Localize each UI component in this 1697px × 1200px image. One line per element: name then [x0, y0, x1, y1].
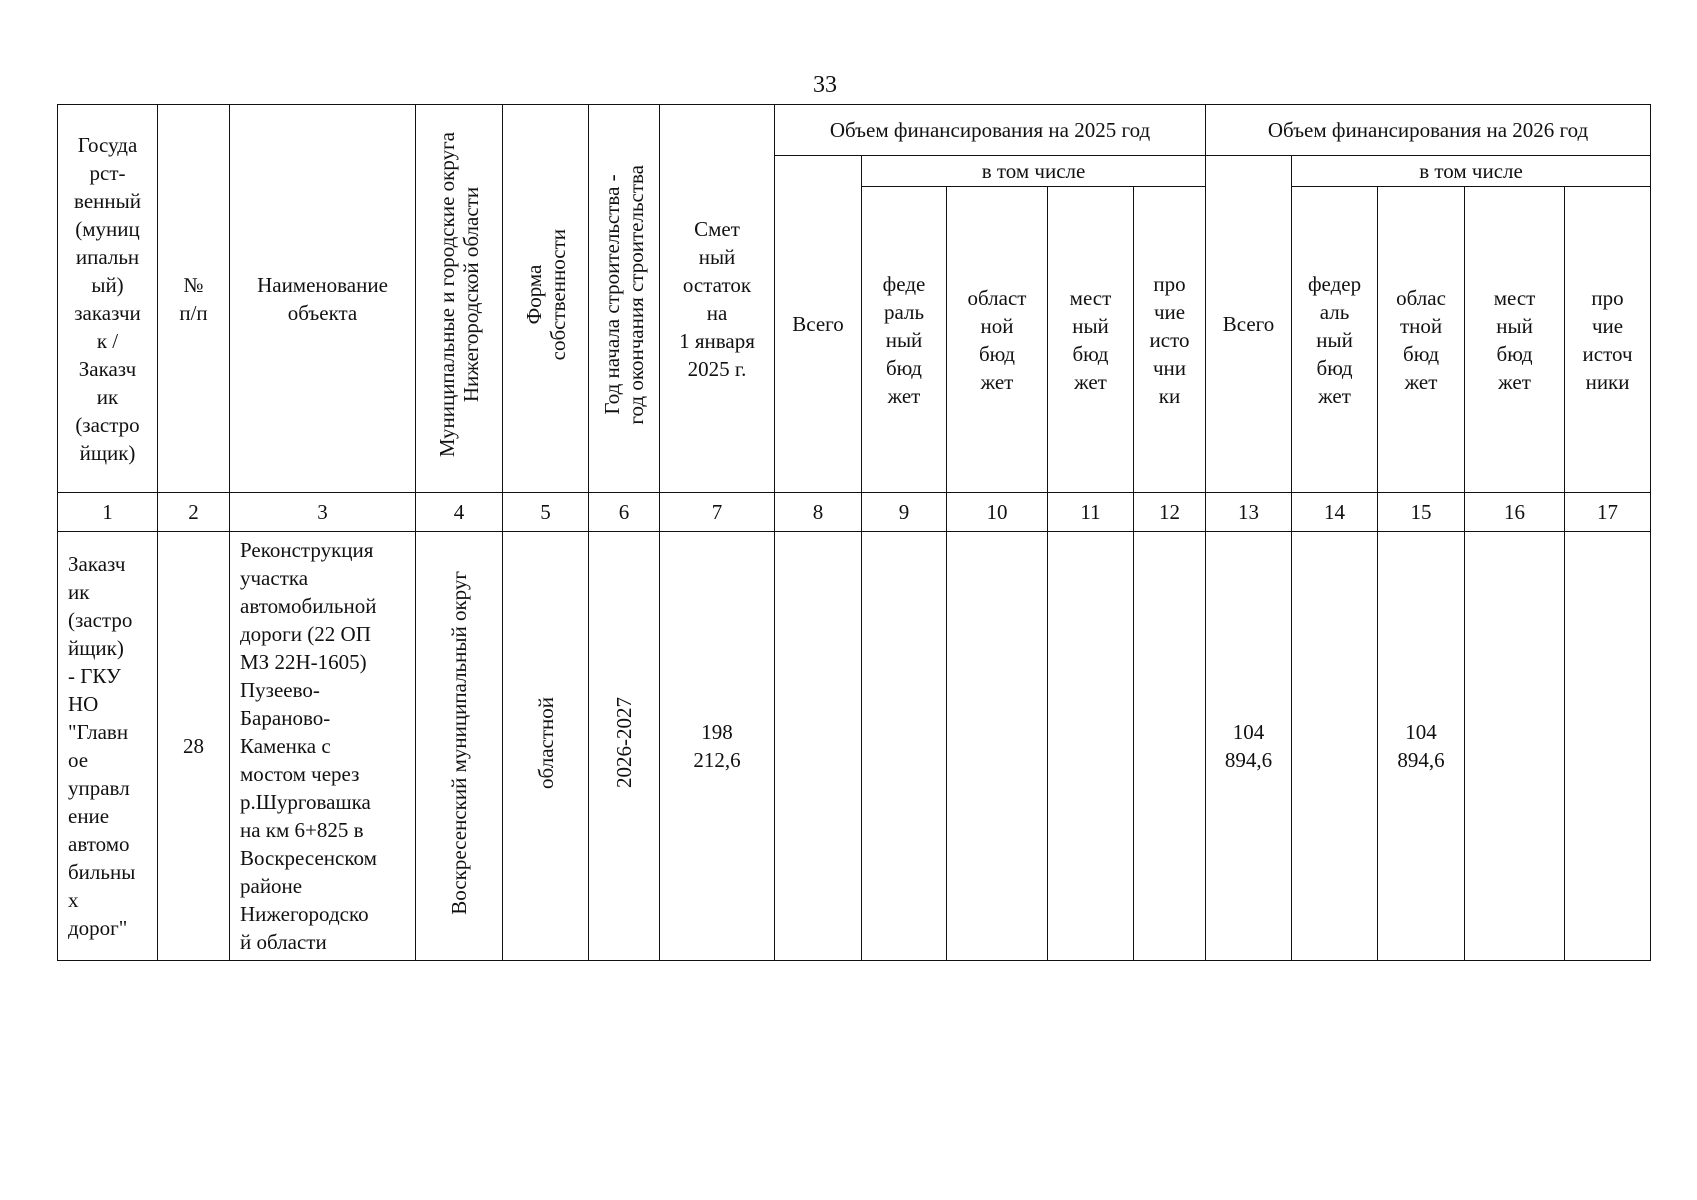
cell-other-2025	[1134, 532, 1206, 961]
header-total-2025: Всего	[775, 156, 862, 493]
column-number: 6	[589, 493, 660, 532]
header-districts-text: Муниципальные и городские округа Нижегородской области	[435, 132, 483, 458]
header-regional-2025: област ной бюд жет	[947, 187, 1048, 493]
column-number: 15	[1378, 493, 1465, 532]
column-number: 14	[1292, 493, 1378, 532]
cell-object-name: Реконструкция участка автомобильной дороги (22 ОП МЗ 22Н-1605) Пузеево- Бараново- Каменка с мостом через р.Шурговашка на км 6+825 в Воскресенском районе Нижегородско й области	[230, 532, 416, 961]
header-construction-years-text: Год начала строительства - год окончания строительства	[600, 165, 648, 425]
cell-ownership	[503, 532, 589, 961]
cell-years	[589, 532, 660, 961]
column-number: 5	[503, 493, 589, 532]
table-row	[58, 532, 1651, 961]
column-number: 10	[947, 493, 1048, 532]
cell-local-2026	[1465, 532, 1565, 961]
header-other-2026: про чие источ ники	[1565, 187, 1651, 493]
column-number: 12	[1134, 493, 1206, 532]
cell-regional-2025	[947, 532, 1048, 961]
header-regional-2026: облас тной бюд жет	[1378, 187, 1465, 493]
header-object-name: Наименование объекта	[230, 105, 416, 493]
cell-regional-2026: 104 894,6	[1378, 532, 1465, 961]
page-number: 33	[813, 72, 837, 98]
header-ownership	[503, 105, 589, 493]
header-customer: Госуда рст- венный (муниц ипальн ый) заказчи к / Заказч ик (застро йщик)	[58, 105, 158, 493]
header-local-2026: мест ный бюд жет	[1465, 187, 1565, 493]
cell-district-text: Воскресенский муниципальный округ	[447, 570, 471, 915]
header-remaining-estimate: Смет ный остаток на 1 января 2025 г.	[660, 105, 775, 493]
cell-number: 28	[158, 532, 230, 961]
header-federal-2025: феде раль ный бюд жет	[862, 187, 947, 493]
cell-years-text: 2026-2027	[612, 697, 636, 788]
header-ownership-text: Форма собственности	[521, 229, 570, 361]
column-number: 7	[660, 493, 775, 532]
header-total-2026: Всего	[1206, 156, 1292, 493]
header-other-2025: про чие исто чни ки	[1134, 187, 1206, 493]
column-number: 2	[158, 493, 230, 532]
column-number: 9	[862, 493, 947, 532]
column-number: 4	[416, 493, 503, 532]
column-number: 17	[1565, 493, 1651, 532]
cell-ownership-text: областной	[533, 696, 558, 789]
header-including-2025: в том числе	[862, 156, 1206, 187]
cell-total-2025	[775, 532, 862, 961]
cell-customer: Заказч ик (застро йщик) - ГКУ НО "Главн ое управл ение автомо бильны х дорог"	[58, 532, 158, 961]
cell-local-2025	[1048, 532, 1134, 961]
cell-remaining-estimate: 198 212,6	[660, 532, 775, 961]
cell-federal-2025	[862, 532, 947, 961]
financing-table	[57, 104, 1651, 961]
cell-federal-2026	[1292, 532, 1378, 961]
cell-district	[416, 532, 503, 961]
column-number: 8	[775, 493, 862, 532]
cell-other-2026	[1565, 532, 1651, 961]
cell-total-2026: 104 894,6	[1206, 532, 1292, 961]
column-number: 3	[230, 493, 416, 532]
header-construction-years	[589, 105, 660, 493]
header-districts	[416, 105, 503, 493]
column-number-row	[58, 493, 1651, 532]
column-number: 1	[58, 493, 158, 532]
header-federal-2026: федер аль ный бюд жет	[1292, 187, 1378, 493]
header-local-2025: мест ный бюд жет	[1048, 187, 1134, 493]
header-number: № п/п	[158, 105, 230, 493]
header-group-2026: Объем финансирования на 2026 год	[1206, 105, 1651, 156]
column-number: 16	[1465, 493, 1565, 532]
column-number: 13	[1206, 493, 1292, 532]
column-number: 11	[1048, 493, 1134, 532]
header-group-2025: Объем финансирования на 2025 год	[775, 105, 1206, 156]
header-including-2026: в том числе	[1292, 156, 1651, 187]
